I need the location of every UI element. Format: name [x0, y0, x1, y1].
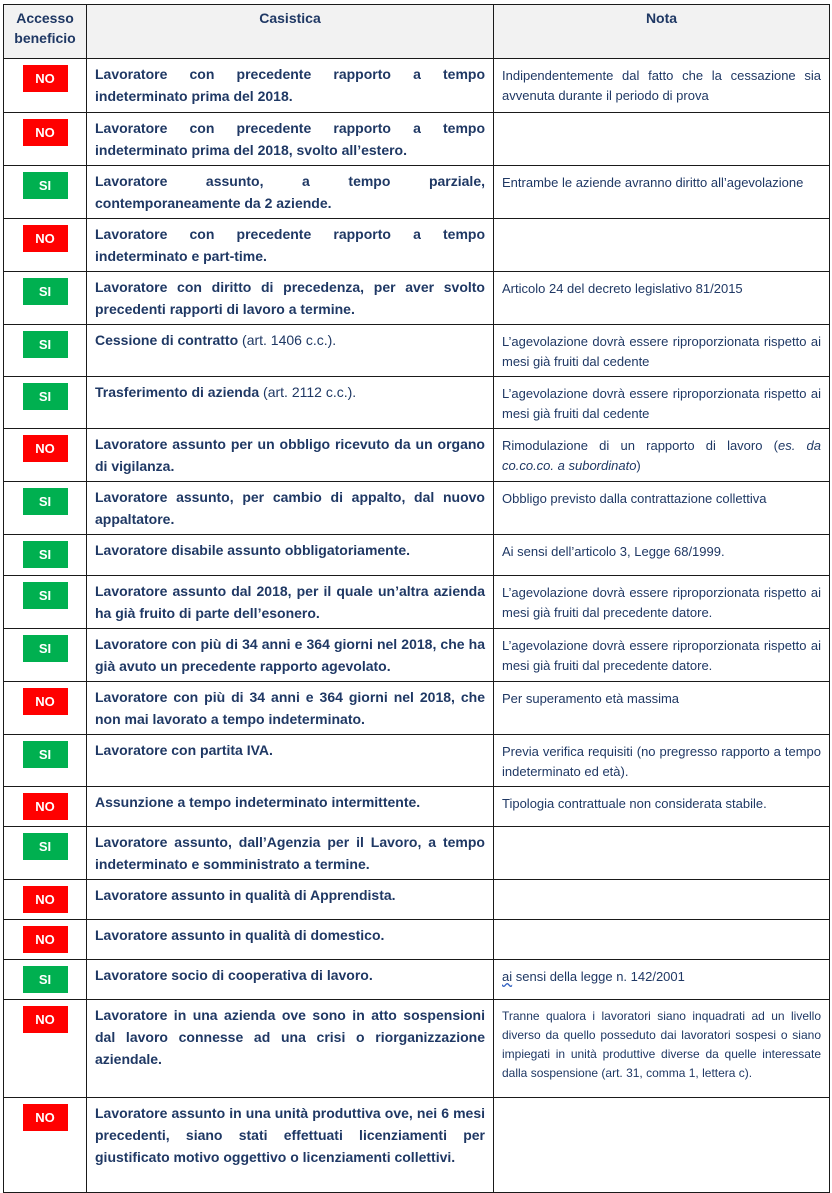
case-text: Lavoratore socio di cooperativa di lavoro.: [95, 967, 373, 983]
case-text: Lavoratore con precedente rapporto a tempo indeterminato prima del 2018.: [95, 66, 485, 104]
case-text: Lavoratore assunto in una unità produttiva ove, nei 6 mesi precedenti, siano stati effettuati licenziamenti per giustificato motivo oggettivo o licenziamenti collettivi.: [95, 1105, 485, 1165]
note-text: L’agevolazione dovrà essere riproporzionata rispetto ai mesi già fruiti dal precedente datore.: [502, 585, 821, 620]
badge-si: SI: [23, 488, 68, 515]
badge-si: SI: [23, 331, 68, 358]
header-case: Casistica: [87, 5, 494, 59]
access-cell: [4, 682, 87, 735]
badge-si: SI: [23, 383, 68, 410]
note-cell: [494, 1098, 830, 1193]
note-text: sensi della legge n. 142/2001: [512, 969, 685, 984]
badge-no: NO: [23, 1006, 68, 1033]
case-reference: (art. 1406 c.c.).: [238, 332, 337, 348]
note-text: Previa verifica requisiti (no pregresso rapporto a tempo indeterminato ed età).: [502, 744, 821, 779]
case-text: Lavoratore con precedente rapporto a tempo indeterminato prima del 2018, svolto all’estero.: [95, 120, 485, 158]
case-text: Assunzione a tempo indeterminato intermittente.: [95, 794, 421, 810]
case-cell: [87, 113, 494, 166]
note-text: Entrambe le aziende avranno diritto all’agevolazione: [502, 175, 804, 190]
access-cell: [4, 377, 87, 429]
access-cell: [4, 325, 87, 377]
note-text: Per superamento età massima: [502, 691, 680, 706]
access-cell: [4, 880, 87, 920]
table-row: [4, 1098, 830, 1193]
note-text: Rimodulazione di un rapporto di lavoro (: [502, 438, 778, 453]
access-cell: [4, 272, 87, 325]
case-cell: [87, 166, 494, 219]
table-body: [4, 59, 830, 1193]
case-text: Lavoratore con più di 34 anni e 364 giorni nel 2018, che non mai lavorato a tempo indeterminato.: [95, 689, 485, 727]
eligibility-table: [3, 4, 830, 1193]
case-cell: [87, 59, 494, 113]
badge-no: NO: [23, 688, 68, 715]
note-italic-text: es. da co.co.co. a subordinato: [502, 438, 821, 473]
case-text: Lavoratore assunto, per cambio di appalto, dal nuovo appaltatore.: [95, 489, 485, 527]
access-cell: [4, 219, 87, 272]
case-cell: [87, 219, 494, 272]
note-cell: [494, 429, 830, 482]
case-text: Lavoratore assunto dal 2018, per il quale un’altra azienda ha già fruito di parte dell’esonero.: [95, 583, 485, 621]
note-cell: [494, 629, 830, 682]
table-row: [4, 735, 830, 787]
case-text: Lavoratore assunto, a tempo parziale, contemporaneamente da 2 aziende.: [95, 173, 485, 211]
case-cell: [87, 535, 494, 576]
badge-si: SI: [23, 833, 68, 860]
note-cell: [494, 735, 830, 787]
note-text: L’agevolazione dovrà essere riproporzionata rispetto ai mesi già fruiti dal cedente: [502, 334, 821, 369]
note-cell: [494, 920, 830, 960]
badge-no: NO: [23, 119, 68, 146]
access-cell: [4, 735, 87, 787]
badge-si: SI: [23, 582, 68, 609]
case-reference: (art. 2112 c.c.).: [259, 384, 357, 400]
note-text: Ai sensi dell’articolo 3, Legge 68/1999.: [502, 544, 725, 559]
case-cell: [87, 629, 494, 682]
table-row: [4, 787, 830, 827]
table-row: [4, 827, 830, 880]
spellcheck-word: ai: [502, 969, 513, 984]
badge-si: SI: [23, 541, 68, 568]
table-row: [4, 219, 830, 272]
case-cell: [87, 1098, 494, 1193]
note-text: Tipologia contrattuale non considerata stabile.: [502, 796, 767, 811]
badge-no: NO: [23, 926, 68, 953]
case-cell: [87, 960, 494, 1000]
access-cell: [4, 59, 87, 113]
case-cell: [87, 787, 494, 827]
table-row: [4, 166, 830, 219]
access-cell: [4, 827, 87, 880]
table-row: [4, 1000, 830, 1098]
access-cell: [4, 787, 87, 827]
note-cell: [494, 1000, 830, 1098]
access-cell: [4, 576, 87, 629]
note-cell: [494, 682, 830, 735]
case-text: Lavoratore assunto in qualità di domestico.: [95, 927, 385, 943]
case-cell: [87, 682, 494, 735]
case-cell: [87, 880, 494, 920]
note-text: L’agevolazione dovrà essere riproporzionata rispetto ai mesi già fruiti dal precedente datore.: [502, 638, 821, 673]
case-cell: [87, 1000, 494, 1098]
badge-si: SI: [23, 172, 68, 199]
case-cell: [87, 827, 494, 880]
note-cell: [494, 272, 830, 325]
access-cell: [4, 1098, 87, 1193]
table-row: [4, 535, 830, 576]
table-row: [4, 960, 830, 1000]
badge-si: SI: [23, 966, 68, 993]
case-cell: [87, 272, 494, 325]
table-row: [4, 629, 830, 682]
note-cell: [494, 166, 830, 219]
case-text: Trasferimento di azienda: [95, 384, 260, 400]
note-cell: [494, 59, 830, 113]
note-cell: [494, 325, 830, 377]
case-cell: [87, 429, 494, 482]
note-text: L’agevolazione dovrà essere riproporzionata rispetto ai mesi già fruiti dal cedente: [502, 386, 821, 421]
case-cell: [87, 482, 494, 535]
case-text: Lavoratore con più di 34 anni e 364 giorni nel 2018, che ha già avuto un precedente rapporto agevolato.: [95, 636, 485, 674]
note-cell: [494, 482, 830, 535]
table-row: [4, 429, 830, 482]
table-row: [4, 482, 830, 535]
header-access: Accesso beneficio: [4, 5, 87, 59]
table-row: [4, 325, 830, 377]
case-text: Lavoratore assunto, dall’Agenzia per il Lavoro, a tempo indeterminato e somministrato a termine.: [95, 834, 485, 872]
note-cell: [494, 377, 830, 429]
access-cell: [4, 113, 87, 166]
case-cell: [87, 735, 494, 787]
badge-no: NO: [23, 225, 68, 252]
note-text: Tranne qualora i lavoratori siano inquadrati ad un livello diverso da quello posseduto dai lavoratori sospesi o siano impiegati in unità produttive diverse da quelle interessate dalla sospensione (art. 31, comma 1, lettera c).: [502, 1009, 821, 1080]
table-row: [4, 880, 830, 920]
table-row: [4, 272, 830, 325]
note-cell: [494, 960, 830, 1000]
access-cell: [4, 629, 87, 682]
note-cell: [494, 113, 830, 166]
badge-si: SI: [23, 635, 68, 662]
badge-si: SI: [23, 278, 68, 305]
note-text-end: ): [636, 458, 641, 473]
badge-no: NO: [23, 435, 68, 462]
table-row: [4, 377, 830, 429]
case-text: Lavoratore assunto per un obbligo ricevuto da un organo di vigilanza.: [95, 436, 485, 474]
table-row: [4, 682, 830, 735]
case-text: Lavoratore con precedente rapporto a tempo indeterminato e part-time.: [95, 226, 485, 264]
case-cell: [87, 325, 494, 377]
table-row: [4, 920, 830, 960]
note-text: Indipendentemente dal fatto che la cessazione sia avvenuta durante il periodo di prova: [502, 68, 821, 103]
access-cell: [4, 920, 87, 960]
case-text: Lavoratore in una azienda ove sono in atto sospensioni dal lavoro connesse ad una crisi o riorganizzazione aziendale.: [95, 1007, 485, 1067]
note-cell: [494, 219, 830, 272]
note-cell: [494, 827, 830, 880]
table-row: [4, 113, 830, 166]
badge-no: NO: [23, 65, 68, 92]
header-row: [4, 5, 830, 59]
access-cell: [4, 960, 87, 1000]
case-text: Lavoratore con partita IVA.: [95, 742, 273, 758]
access-cell: [4, 482, 87, 535]
badge-no: NO: [23, 886, 68, 913]
badge-si: SI: [23, 741, 68, 768]
badge-no: NO: [23, 793, 68, 820]
note-cell: [494, 535, 830, 576]
case-cell: [87, 377, 494, 429]
case-text: Lavoratore disabile assunto obbligatoriamente.: [95, 542, 411, 558]
badge-no: NO: [23, 1104, 68, 1131]
case-text: Cessione di contratto: [95, 332, 239, 348]
note-cell: [494, 576, 830, 629]
note-cell: [494, 787, 830, 827]
case-text: Lavoratore con diritto di precedenza, per aver svolto precedenti rapporti di lavoro a termine.: [95, 279, 485, 317]
note-text: Articolo 24 del decreto legislativo 81/2015: [502, 281, 743, 296]
access-cell: [4, 166, 87, 219]
access-cell: [4, 429, 87, 482]
table-row: [4, 576, 830, 629]
header-note: Nota: [494, 5, 830, 59]
table-row: [4, 59, 830, 113]
case-cell: [87, 576, 494, 629]
case-cell: [87, 920, 494, 960]
note-text: Obbligo previsto dalla contrattazione collettiva: [502, 491, 767, 506]
access-cell: [4, 535, 87, 576]
note-cell: [494, 880, 830, 920]
access-cell: [4, 1000, 87, 1098]
case-text: Lavoratore assunto in qualità di Apprendista.: [95, 887, 396, 903]
